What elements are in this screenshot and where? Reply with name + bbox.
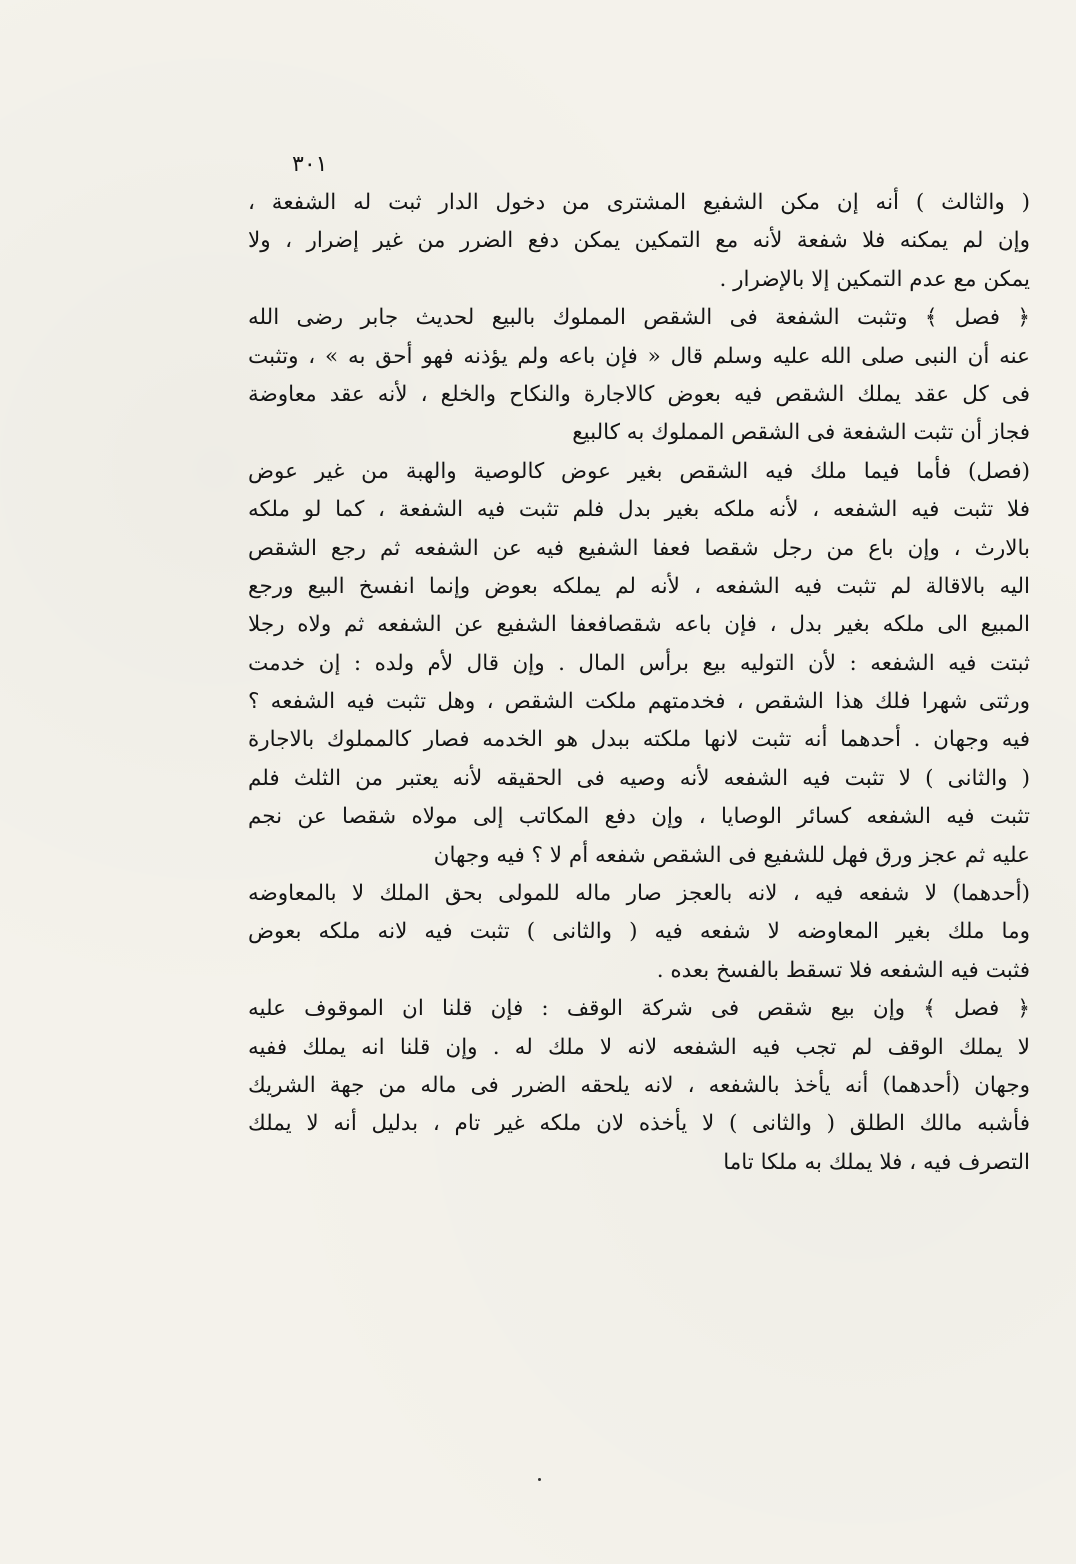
text-line: ( والثانى ) لا تثبت فيه الشفعه لأنه وصيه فى الحقيقه لأنه يعتبر من الثلث فلم bbox=[248, 765, 1030, 791]
text-line: ﴿ فصل ﴾ وإن بيع شقص فى شركة الوقف : فإن قلنا ان الموقوف عليه bbox=[248, 996, 1030, 1022]
scan-speck bbox=[538, 1478, 541, 1481]
text-line: اليه بالاقالة لم تثبت فيه الشفعه ، لأنه لم يملكه بعوض وإنما انفسخ البيع ورجع bbox=[248, 573, 1030, 599]
paragraph bbox=[248, 453, 1030, 875]
body-text bbox=[248, 184, 1030, 1182]
text-line: يمكن مع عدم التمكين إلا بالإضرار . bbox=[719, 266, 1030, 292]
text-line: المبيع الى ملكه بغير بدل ، فإن باعه شقصافعفا الشفيع عن الشفعه ثم ولاه رجلا bbox=[248, 612, 1030, 638]
text-line: ﴿ فصل ﴾ وتثبت الشفعة فى الشقص المملوك بالبيع لحديث جابر رضى الله bbox=[248, 305, 1030, 331]
text-line: ورثتى شهرا فلك هذا الشقص ، فخدمتهم ملكت الشقص ، وهل تثبت فيه الشفعه ؟ bbox=[248, 689, 1030, 715]
text-line: ثبتت فيه الشفعه : لأن التوليه بيع برأس المال . وإن قال لأم ولده : إن خدمت bbox=[248, 650, 1030, 676]
text-line: وإن لم يمكنه فلا شفعة لأنه مع التمكين يمكن دفع الضرر من غير إضرار ، ولا bbox=[248, 228, 1030, 254]
text-line: التصرف فيه ، فلا يملك به ملكا تاما bbox=[723, 1149, 1030, 1175]
paragraph bbox=[248, 990, 1030, 1182]
text-line: ( والثالث ) أنه إن مكن الشفيع المشترى من دخول الدار ثبت له الشفعة ، bbox=[248, 190, 1030, 215]
page-number: ٣٠١ bbox=[292, 152, 328, 177]
text-line: فى كل عقد يملك الشقص فيه بعوض كالاجارة والنكاح والخلع ، لأنه عقد معاوضة bbox=[248, 381, 1030, 407]
text-line: تثبت فيه الشفعه كسائر الوصايا ، وإن دفع المكاتب إلى مولاه شقصا عن نجم bbox=[248, 804, 1030, 830]
text-line: فيه وجهان . أحدهما أنه تثبت لانها ملكته ببدل هو الخدمه فصار كالمملوك بالاجارة bbox=[248, 727, 1030, 753]
paragraph bbox=[248, 184, 1030, 299]
paragraph bbox=[248, 299, 1030, 453]
text-line: وجهان (أحدهما) أنه يأخذ بالشفعه ، لانه يلحقه الضرر فى ماله من جهة الشريك bbox=[248, 1072, 1030, 1098]
text-line: فلا تثبت فيه الشفعه ، لأنه ملكه بغير بدل فلم تثبت فيه الشفعة ، كما لو ملكه bbox=[248, 497, 1030, 523]
text-line: عليه ثم عجز ورق فهل للشفيع فى الشقص شفعه أم لا ؟ فيه وجهان bbox=[433, 842, 1030, 868]
paragraph bbox=[248, 875, 1030, 990]
text-line: بالارث ، وإن باع من رجل شقصا فعفا الشفيع فيه عن الشفعه ثم رجع الشقص bbox=[248, 535, 1030, 561]
text-line: فثبت فيه الشفعه فلا تسقط بالفسخ بعده . bbox=[656, 957, 1030, 983]
text-line: فأشبه مالك الطلق ( والثانى ) لا يأخذه لان ملكه غير تام ، بدليل أنه لا يملك bbox=[248, 1111, 1030, 1137]
text-line: (فصل) فأما فيما ملك فيه الشقص بغير عوض كالوصية والهبة من غير عوض bbox=[248, 458, 1030, 484]
text-line: لا يملك الوقف لم تجب فيه الشفعه لانه لا ملك له . وإن قلنا انه يملك ففيه bbox=[248, 1034, 1030, 1060]
text-line: وما ملك بغير المعاوضه لا شفعه فيه ( والثانى ) تثبت فيه لانه ملكه بعوض bbox=[248, 919, 1030, 945]
text-line: عنه أن النبى صلى الله عليه وسلم قال « فإن باعه ولم يؤذنه فهو أحق به » ، وتثبت bbox=[248, 343, 1030, 369]
text-line: (أحدهما) لا شفعه فيه ، لانه بالعجز صار ماله للمولى بحق الملك لا بالمعاوضه bbox=[248, 881, 1030, 907]
text-line: فجاز أن تثبت الشفعة فى الشقص المملوك به كالبيع bbox=[572, 420, 1030, 446]
